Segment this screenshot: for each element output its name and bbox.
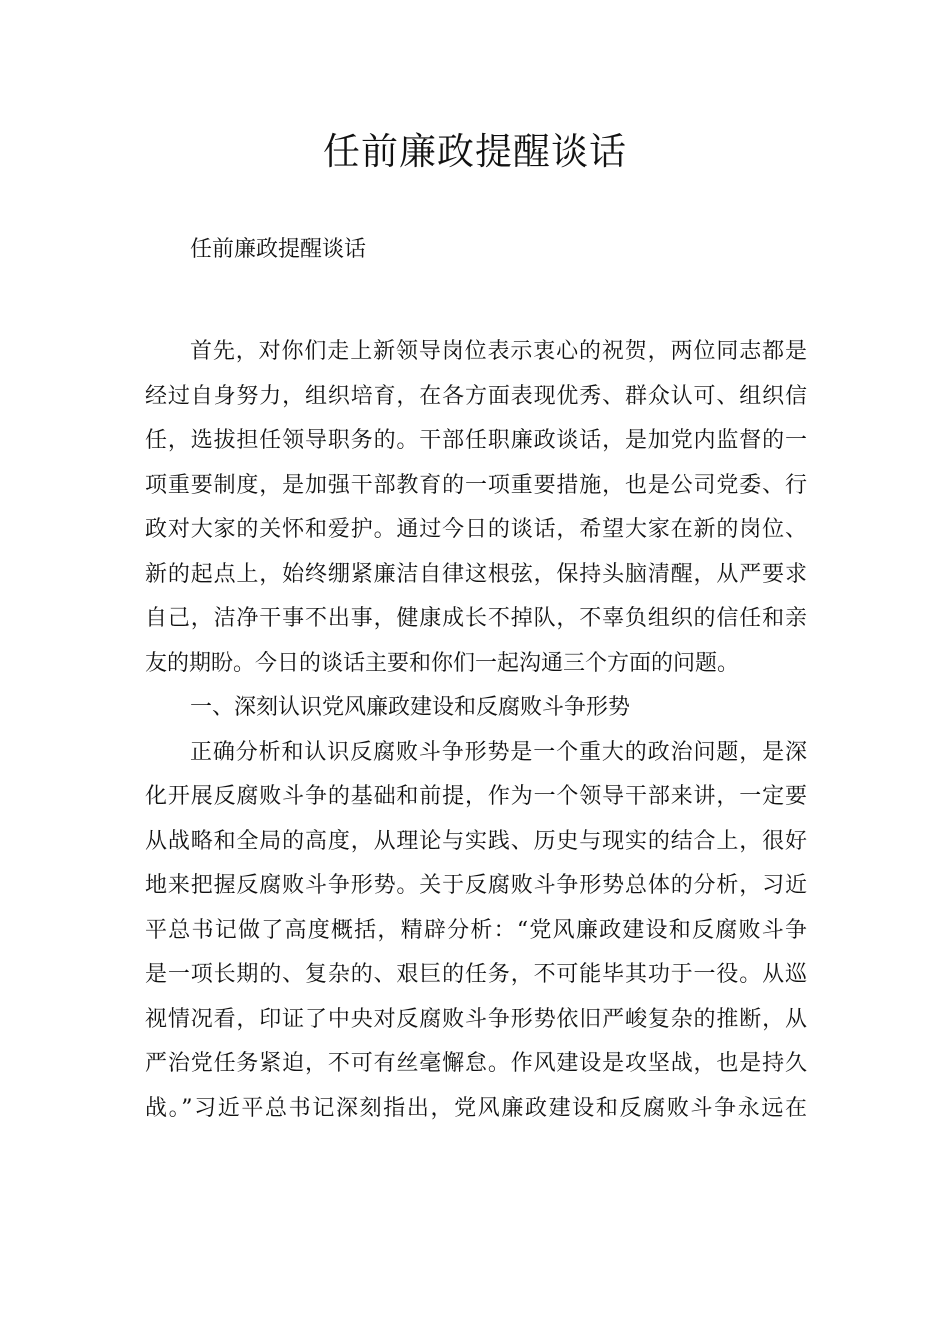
body-line: 严治党任务紧迫，不可有丝毫懈怠。作风建设是攻坚战，也是持久 — [145, 1051, 807, 1076]
body-line: 任，选拔担任领导职务的。干部任职廉政谈话，是加党内监督的一 — [145, 428, 807, 453]
body-line: 友的期盼。今日的谈话主要和你们一起沟通三个方面的问题。 — [145, 650, 740, 676]
body-line: 经过自身努力，组织培育，在各方面表现优秀、群众认可、组织信 — [145, 383, 807, 409]
body-line: 自己，洁净干事不出事，健康成长不掉队，不辜负组织的信任和亲 — [145, 606, 807, 631]
body-line: 正确分析和认识反腐败斗争形势是一个重大的政治问题，是深 — [190, 739, 807, 765]
body-line: 视情况看，印证了中央对反腐败斗争形势依旧严峻复杂的推断，从 — [145, 1006, 807, 1032]
body-line: 首先，对你们走上新领导岗位表示衷心的祝贺，两位同志都是 — [190, 339, 807, 364]
body-line: 从战略和全局的高度，从理论与实践、历史与现实的结合上，很好 — [145, 828, 807, 854]
body-line: 新的起点上，始终绷紧廉洁自律这根弦，保持头脑清醒，从严要求 — [145, 561, 807, 587]
body-line: 政对大家的关怀和爱护。通过今日的谈话，希望大家在新的岗位、 — [145, 517, 807, 542]
body-line: 是一项长期的、复杂的、艰巨的任务，不可能毕其功于一役。从巡 — [145, 962, 807, 987]
document-subtitle: 任前廉政提醒谈话 — [190, 237, 367, 262]
body-line: 平总书记做了高度概括，精辟分析：“党风廉政建设和反腐败斗争 — [145, 917, 807, 943]
body-line: 战。”习近平总书记深刻指出，党风廉政建设和反腐败斗争永远在 — [145, 1095, 807, 1121]
section-heading: 一、深刻认识党风廉政建设和反腐败斗争形势 — [190, 695, 631, 720]
document-title: 任前廉政提醒谈话 — [323, 130, 627, 173]
body-line: 地来把握反腐败斗争形势。关于反腐败斗争形势总体的分析，习近 — [145, 873, 807, 898]
body-line: 化开展反腐败斗争的基础和前提，作为一个领导干部来讲，一定要 — [145, 784, 807, 809]
document-body — [145, 330, 807, 1131]
body-line: 项重要制度，是加强干部教育的一项重要措施，也是公司党委、行 — [145, 472, 807, 498]
